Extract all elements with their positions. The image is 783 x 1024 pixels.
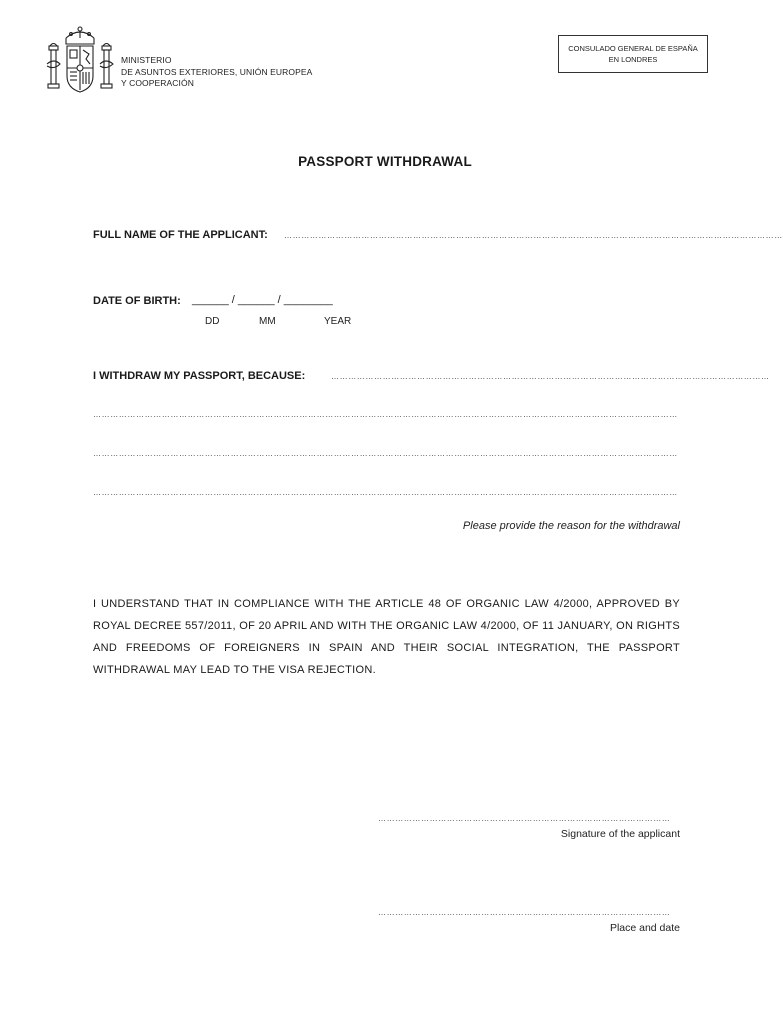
signature-caption: Signature of the applicant: [560, 828, 680, 840]
dob-dd-caption: DD: [205, 316, 220, 327]
dob-label: DATE OF BIRTH:: [93, 295, 181, 307]
page-title: PASSPORT WITHDRAWAL: [298, 154, 472, 169]
place-date-field[interactable]: …………………………………………………………………………………………: [378, 908, 671, 917]
reason-field-inline[interactable]: ………………………………………………………………………………………………………………………………………: [331, 372, 770, 381]
consulate-line-2: EN LONDRES: [608, 55, 658, 64]
full-name-label: FULL NAME OF THE APPLICANT:: [93, 229, 268, 241]
ministry-name: [121, 55, 312, 90]
dob-field[interactable]: ______ / ______ / ________: [192, 294, 333, 306]
ministry-line-3: Y COOPERACIÓN: [121, 78, 194, 88]
reason-field-line-3[interactable]: ……………………………………………………………………………………………………………………………………………………………………………………: [93, 488, 678, 497]
place-date-caption: Place and date: [609, 922, 680, 934]
dob-year-caption: YEAR: [324, 316, 352, 327]
reason-label: I WITHDRAW MY PASSPORT, BECAUSE:: [93, 370, 306, 382]
reason-hint: Please provide the reason for the withdrawal: [462, 520, 680, 532]
full-name-field[interactable]: …………………………………………………………………………………………………………………………………………………………: [284, 231, 783, 240]
consulate-box: [558, 35, 708, 73]
dob-mm-caption: MM: [259, 316, 276, 327]
reason-field-line-2[interactable]: ……………………………………………………………………………………………………………………………………………………………………………………: [93, 449, 678, 458]
legal-statement: I UNDERSTAND THAT IN COMPLIANCE WITH THE ARTICLE 48 OF ORGANIC LAW 4/2000, APPROVED BY ROYAL DECREE 557/2011, OF 20 APRIL AND WITH THE ORGANIC LAW 4/2000, OF 11 JANUARY, ON RIGHTS AND FREEDOMS OF FOREIGNERS IN SPAIN AND THEIR SOCIAL INTEGRATION, THE PASSPORT WITHDRAWAL MAY LEAD TO THE VISA REJECTION.: [93, 598, 680, 676]
ministry-line-1: MINISTERIO: [121, 55, 172, 65]
consulate-line-1: CONSULADO GENERAL DE ESPAÑA: [568, 44, 698, 53]
reason-field-line-1[interactable]: ……………………………………………………………………………………………………………………………………………………………………………………: [93, 410, 678, 419]
spain-coat-of-arms-icon: [44, 24, 116, 98]
signature-field[interactable]: …………………………………………………………………………………………: [378, 814, 671, 823]
ministry-line-2: DE ASUNTOS EXTERIORES, UNIÓN EUROPEA: [121, 66, 313, 77]
